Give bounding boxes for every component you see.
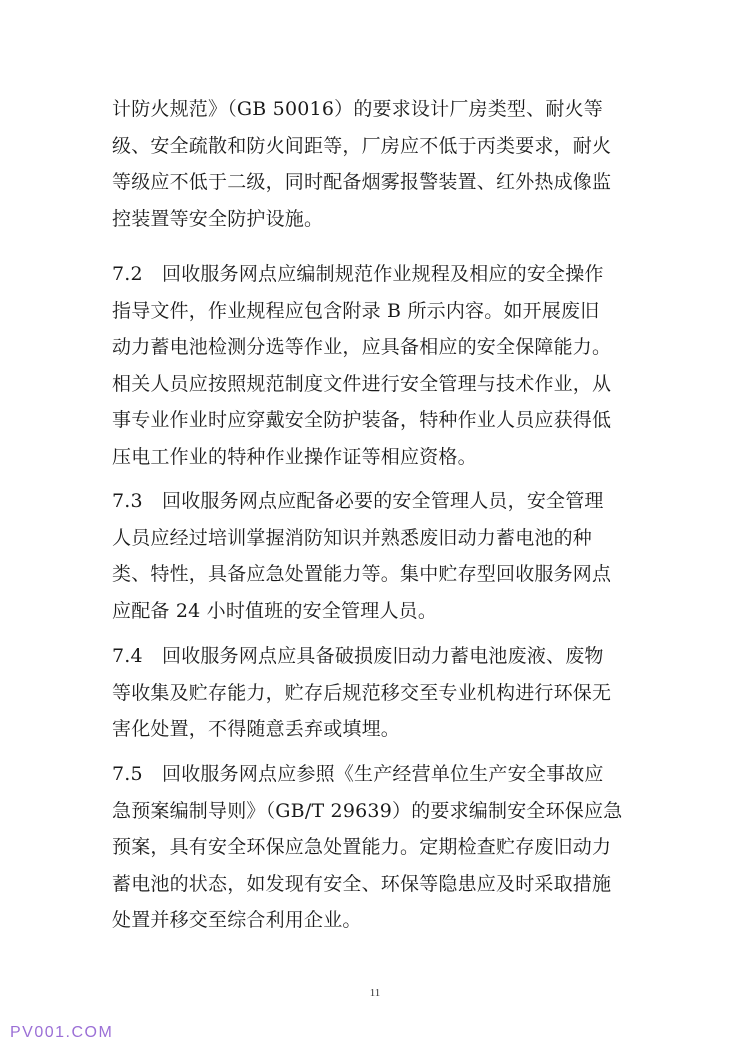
text-line: 7.2 回收服务网点应编制规范作业规程及相应的安全操作: [112, 263, 604, 285]
paragraph-7-5: [112, 756, 632, 939]
text-line: 预案，具有安全环保应急处置能力。定期检查贮存废旧动力: [112, 836, 612, 859]
text-line: 应配备 24 小时值班的安全管理人员。: [112, 599, 438, 622]
text-line: 害化处置，不得随意丢弃或填埋。: [112, 718, 401, 741]
page-number: 11: [369, 987, 381, 999]
text-line: 人员应经过培训掌握消防知识并熟悉废旧动力蓄电池的种: [112, 526, 593, 549]
text-line: 急预案编制导则》（GB/T 29639）的要求编制安全环保应急: [112, 799, 623, 822]
text-line: 类、特性，具备应急处置能力等。集中贮存型回收服务网点: [112, 563, 612, 586]
text-line: 动力蓄电池检测分选等作业，应具备相应的安全保障能力。: [112, 336, 612, 359]
paragraph-fire-code-continuation: [112, 91, 632, 237]
paragraph-7-2: [112, 256, 632, 476]
text-line: 7.5 回收服务网点应参照《生产经营单位生产安全事故应: [112, 763, 604, 785]
text-line: 蓄电池的状态，如发现有安全、环保等隐患应及时采取措施: [112, 872, 612, 895]
text-line: 相关人员应按照规范制度文件进行安全管理与技术作业，从: [112, 372, 612, 395]
text-line: 事专业作业时应穿戴安全防护装备，特种作业人员应获得低: [112, 409, 612, 432]
text-line: 控装置等安全防护设施。: [112, 207, 324, 230]
text-line: 7.4 回收服务网点应具备破损废旧动力蓄电池废液、废物: [112, 645, 604, 667]
paragraph-7-3: [112, 483, 632, 629]
text-line: 压电工作业的特种作业操作证等相应资格。: [112, 445, 477, 468]
text-line: 级、安全疏散和防火间距等，厂房应不低于丙类要求，耐火: [112, 134, 612, 157]
watermark-text: PV001.COM: [10, 1024, 114, 1041]
text-line: 等级应不低于二级，同时配备烟雾报警装置、红外热成像监: [112, 171, 612, 194]
text-line: 7.3 回收服务网点应配备必要的安全管理人员，安全管理: [112, 490, 604, 512]
text-line: 指导文件，作业规程应包含附录 B 所示内容。如开展废旧: [112, 299, 600, 322]
text-line: 计防火规范》（GB 50016）的要求设计厂房类型、耐火等: [112, 98, 603, 120]
text-line: 等收集及贮存能力，贮存后规范移交至专业机构进行环保无: [112, 681, 612, 704]
paragraph-7-4: [112, 638, 632, 748]
text-line: 处置并移交至综合利用企业。: [112, 909, 362, 932]
